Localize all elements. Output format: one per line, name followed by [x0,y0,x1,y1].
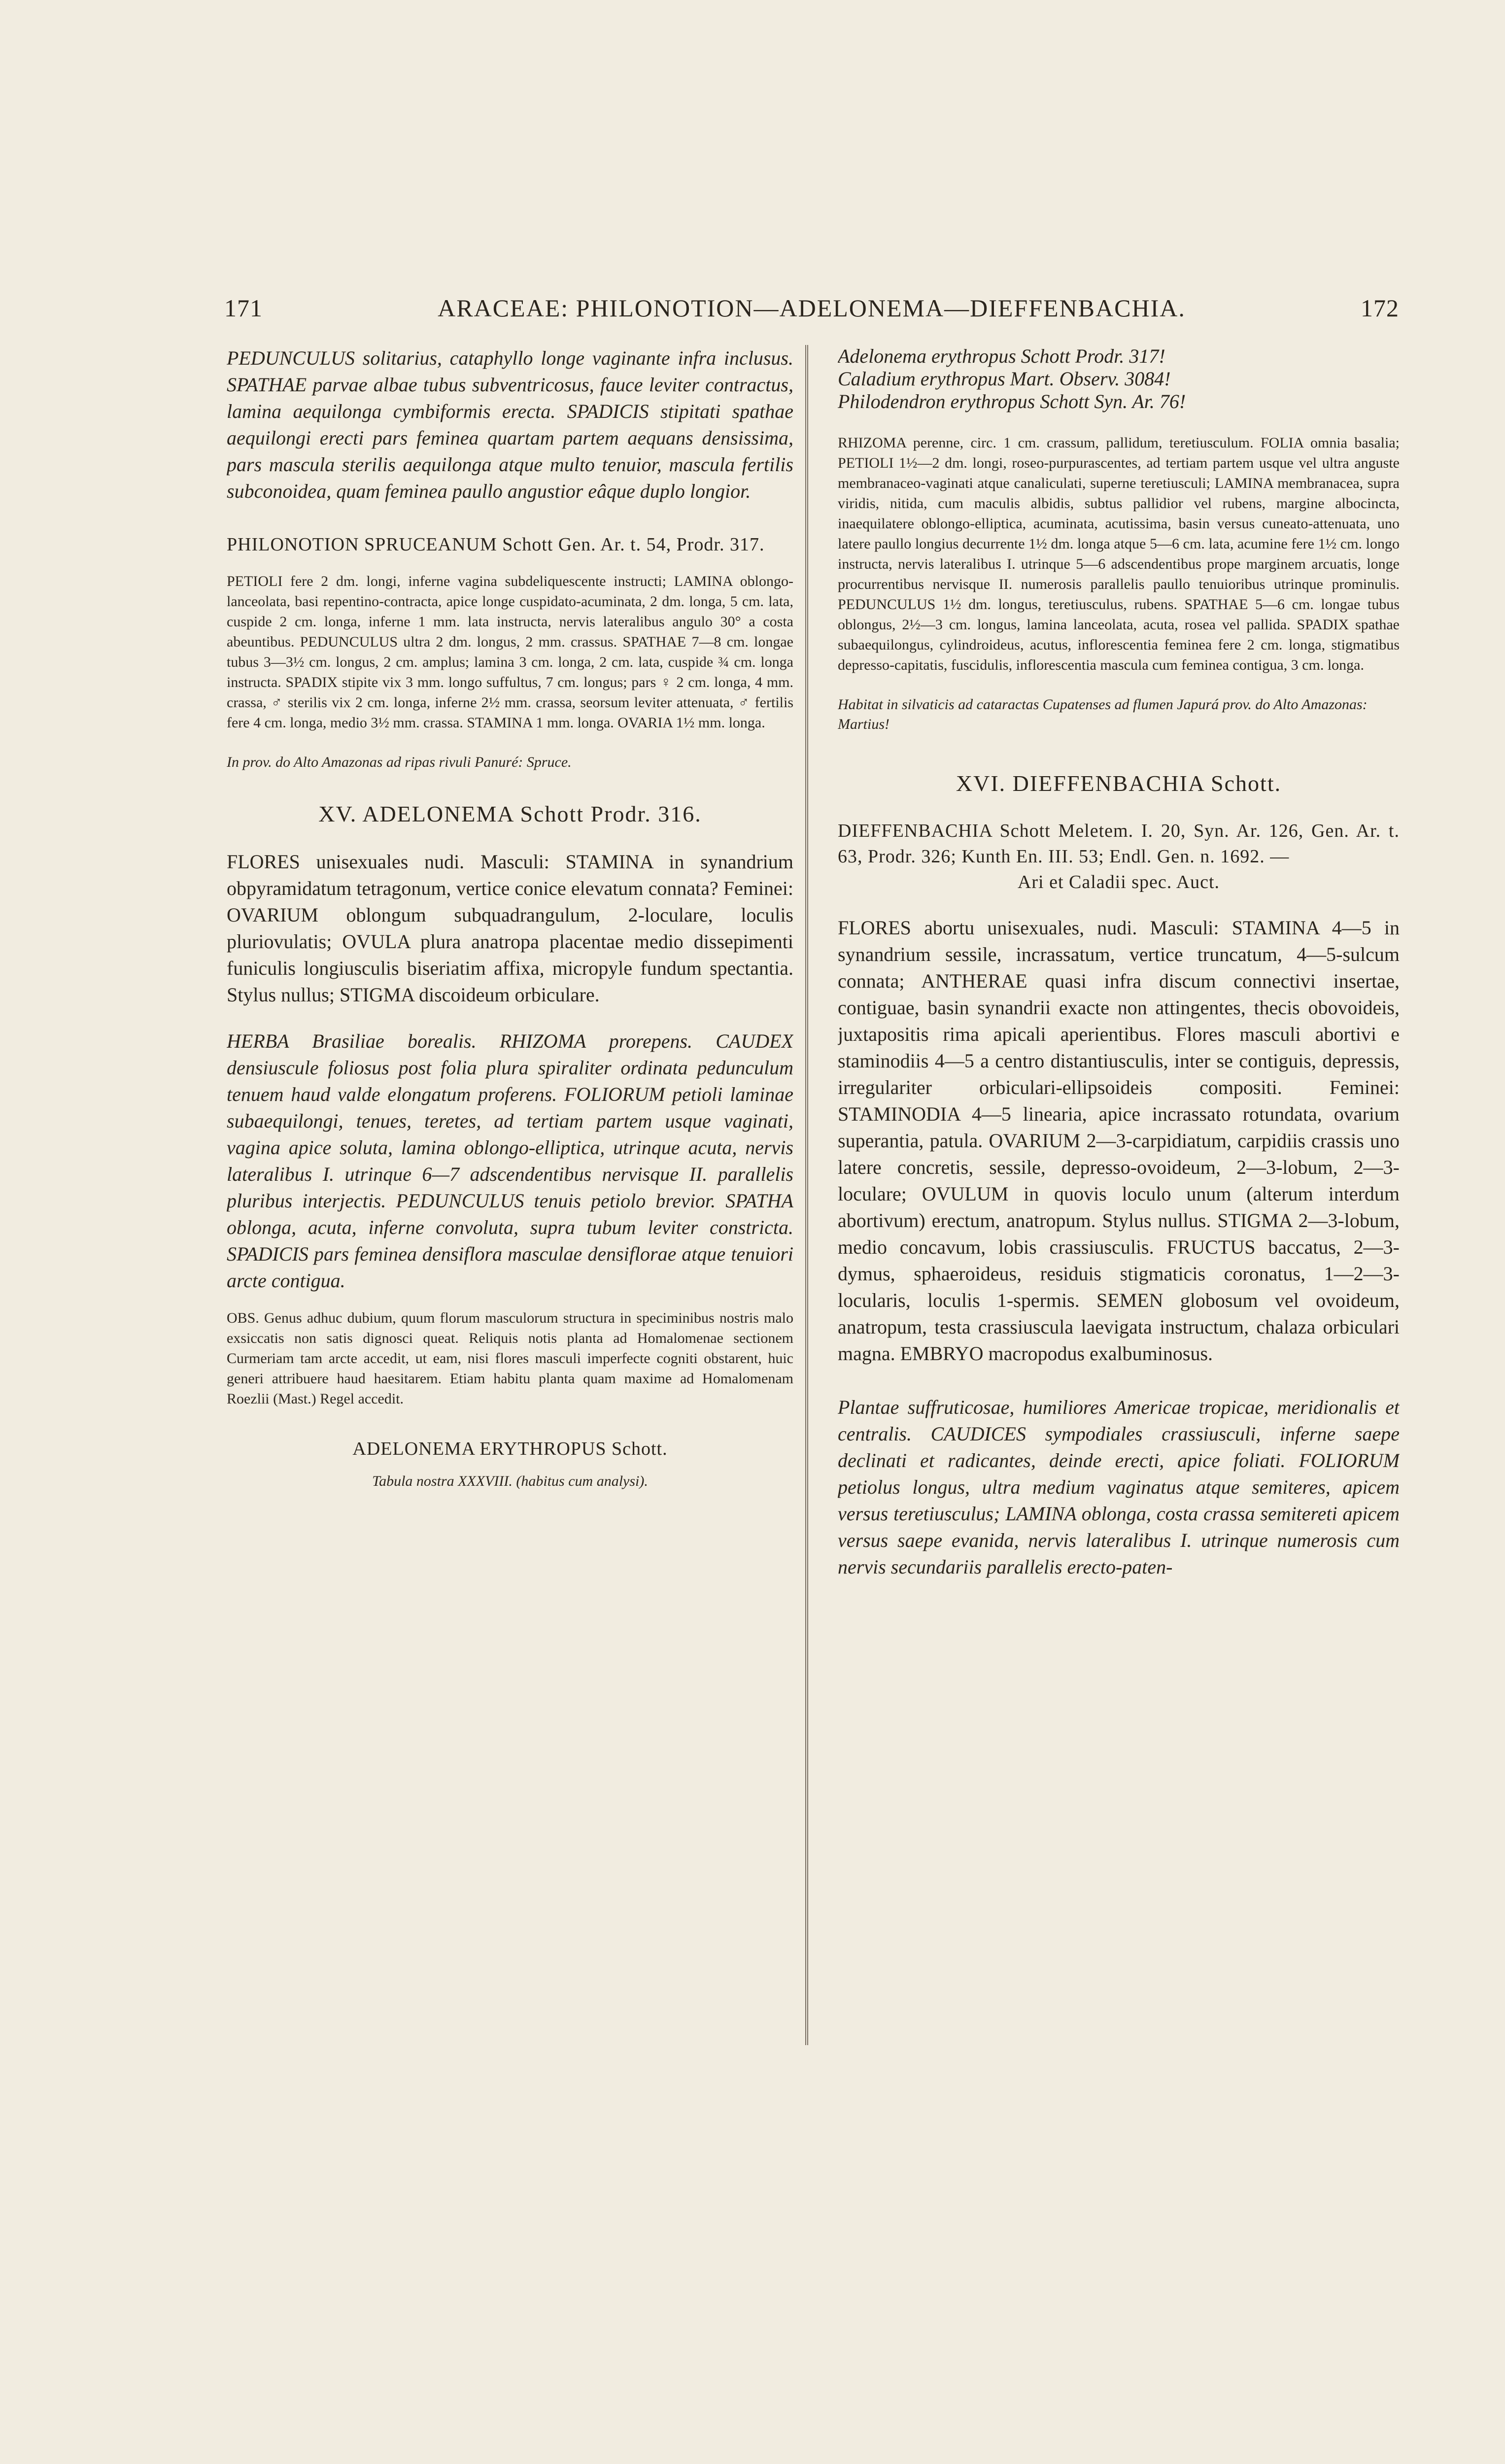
philonotion-description: PEDUNCULUS solitarius, cataphyllo longe vaginante infra inclusus. SPATHAE parvae albae tubus subventricosus, fauce leviter contractus, lamina aequilonga cymbiformis erecta. SPADICIS stipitati spathae aequilongi erecti pars feminea quartam partem aequans densissima, pars mascula sterilis aequilonga atque multo tenuior, mascula fertilis subconoidea, quam feminea paullo angustior eâque duplo longior. [227,347,793,502]
column-divider [805,345,808,2045]
genus-references: DIEFFENBACHIA Schott Meletem. I. 20, Syn. Ar. 126, Gen. Ar. t. 63, Prodr. 326; Kunth En. III. 53; Endl. Gen. n. 1692. — [838,821,1400,867]
synonym-2: Caladium erythropus Mart. Observ. 3084! [838,368,1171,390]
section-heading-adelonema: XV. ADELONEMA Schott Prodr. 316. [318,801,702,826]
left-column [227,345,793,1491]
section-heading-dieffenbachia: XVI. DIEFFENBACHIA Schott. [956,771,1282,796]
page-number-right: 172 [1361,294,1399,322]
species-description-philonotion: PETIOLI fere 2 dm. longi, inferne vagina subdeliquescente instructi; LAMINA oblongo-lanceolata, basi repentino-contracta, apice longe cuspidato-acuminata, 2 dm. longa, 5 cm. lata, cuspide 2 cm. longa, inferne 1 mm. lata instructa, nervis lateralibus angulo 30° a costa abeuntibus. PEDUNCULUS ultra 2 dm. longus, 2 mm. crassus. SPATHAE 7—8 cm. longae tubus 3—3½ cm. longus, 2 cm. amplus; lamina 3 cm. longa, 2 cm. lata, cuspide ¾ cm. longa instructa. SPADIX stipite vix 3 mm. longo suffultus, 7 cm. longus; pars ♀ 2 cm. longa, 4 mm. crassa, ♂ sterilis vix 2 cm. longa, inferne 2½ mm. crassa, seorsum leviter attenuata, ♂ fertilis fere 4 cm. longa, medio 3½ mm. crassa. STAMINA 1 mm. longa. OVARIA 1½ mm. longa. [227,573,793,731]
species-heading-philonotion: PHILONOTION SPRUCEANUM Schott Gen. Ar. t. 54, Prodr. 317. [227,534,765,555]
adelonema-habit: HERBA Brasiliae borealis. RHIZOMA prorepens. CAUDEX densiuscule foliosus post folia plura spiraliter ordinata pedunculum tenuem haud valde elongatum proferens. FOLIORUM petioli laminae subaequilongi, tenues, teretes, ad tertiam partem usque vaginati, vagina apice soluta, lamina oblongo-elliptica, utrinque acuta, nervis lateralibus I. utrinque 6—7 adscendentibus nervisque II. parallelis pluribus interjectis. PEDUNCULUS tenuis petiolo brevior. SPATHA oblonga, acuta, inferne convoluta, supra tubum leviter constricta. SPADICIS pars feminea densiflora masculae densiflorae atque tenuiori arcte contigua. [227,1030,793,1292]
running-header [224,294,1399,328]
habitat-philonotion: In prov. do Alto Amazonas ad ripas rivuli Panuré: Spruce. [227,754,572,770]
page-number-left: 171 [224,294,263,322]
genus-references-cont: Ari et Caladii spec. Auct. [1017,872,1220,892]
running-title: ARACEAE: PHILONOTION—ADELONEMA—DIEFFENBACHIA. [438,294,1186,322]
plate-reference: Tabula nostra XXXVIII. (habitus cum analysi). [372,1473,648,1489]
adelonema-flores: FLORES unisexuales nudi. Masculi: STAMINA in synandrium obpyramidatum tetragonum, vertice conice elevatum connata? Feminei: OVARIUM oblongum subquadrangulum, 2-loculare, loculis pluriovulatis; OVULA plura anatropa placentae medio dissepimenti funiculis longiusculis biseriatim affixa, micropyle fundum spectantia. Stylus nullus; STIGMA discoideum orbiculare. [227,851,793,1006]
dieffenbachia-flores: FLORES abortu unisexuales, nudi. Masculi: STAMINA 4—5 in synandrium sessile, incrassatum, vertice truncatum, 4—5-sulcum connata; ANTHERAE quasi infra discum connectivi insertae, contiguae, basin synandrii exacte non attingentes, thecis obovoideis, juxtapositis rima apicali aperientibus. Flores masculi abortivi e staminodiis 4—5 a centro distantiusculis, inter se contiguis, depressis, irregulariter orbiculari-ellipsoideis compositi. Feminei: STAMINODIA 4—5 linearia, apice incrassato rotundata, ovarium superantia, patula. OVARIUM 2—3-carpidiatum, carpidiis crassis uno latere concretis, sessile, depresso-ovoideum, 2—3-lobum, 2—3-loculare; OVULUM in quovis loculo unum (alterum interdum abortivum) erectum, anatropum. Stylus nullus. STIGMA 2—3-lobum, medio concavum, lobis crassiusculis. FRUCTUS baccatus, 2—3-dymus, sphaeroideus, residuis stigmaticis coronatus, 1—2—3-locularis, loculis 1-spermis. SEMEN globosum vel ovoideum, anatropum, testa crassiuscula laevigata instructum, chalaza orbiculari magna. EMBRYO macropodus exalbuminosus. [838,917,1400,1365]
synonym-3: Philodendron erythropus Schott Syn. Ar. 76! [838,390,1186,412]
adelonema-observation: OBS. Genus adhuc dubium, quum florum masculorum structura in speciminibus nostris malo exsiccatis non satis dignosci queat. Reliquis notis planta ad Homalomenae sectionem Curmeriam tam arcte accedit, ut eam, nisi flores masculi imperfecte cogniti obstarent, huic generi attribuere haud haesitarem. Etiam habitu planta quam maxime ad Homalomenam Roezlii (Mast.) Regel accedit. [227,1310,793,1407]
right-column [838,345,1400,1580]
habitat-adelonema: Habitat in silvaticis ad cataractas Cupatenses ad flumen Japurá prov. do Alto Amazonas: Martius! [838,696,1368,732]
species-description-adelonema: RHIZOMA perenne, circ. 1 cm. crassum, pallidum, teretiusculum. FOLIA omnia basalia; PETIOLI 1½—2 dm. longi, roseo-purpurascentes, ad tertiam partem usque vel ultra anguste membranaceo-vaginati atque canaliculati, superne teretiusculi; LAMINA membranacea, supra viridis, nitida, cum maculis albidis, subtus pallidior vel rubens, margine albocincta, inaequilatere oblongo-elliptica, acuminata, acutissima, basin versus cuneato-attenuata, uno latere paullo longius decurrente 1½ dm. longa atque 5—6 cm. lata, acumine fere 1½ cm. longo instructa, nervis lateralibus I. utrinque 5—6 adscendentibus prope marginem arcuatis, longe procurrentibus nervisque II. numerosis parallelis paullo tenuioribus utrinque prominulis. PEDUNCULUS 1½ dm. longus, teretiusculus, rubens. SPATHAE 5—6 cm. longae tubus oblongus, 2½—3 cm. longus, lamina lanceolata, acuta, rosea vel pallida. SPADIX spathae subaequilongus, cylindroideus, acutus, inflorescentia feminea fere 2 cm. longa, stigmatibus depresso-capitatis, fuscidulis, inflorescentia mascula cum feminea contigua, 3 cm. longa. [838,435,1400,673]
synonym-1: Adelonema erythropus Schott Prodr. 317! [838,345,1165,367]
dieffenbachia-habit: Plantae suffruticosae, humiliores Americae tropicae, meridionalis et centralis. CAUDICES sympodiales crassiusculi, inferne saepe declinati et radicantes, deinde erecti, apice foliati. FOLIORUM petiolus longus, ultra medium vaginatus atque semiteres, apicem versus teretiusculus; LAMINA oblonga, costa crassa semitereti apicem versus saepe evanida, nervis lateralibus I. utrinque numerosis cum nervis secundariis parallelis erecto-paten- [838,1396,1400,1578]
species-heading-adelonema: ADELONEMA ERYTHROPUS Schott. [352,1438,668,1459]
